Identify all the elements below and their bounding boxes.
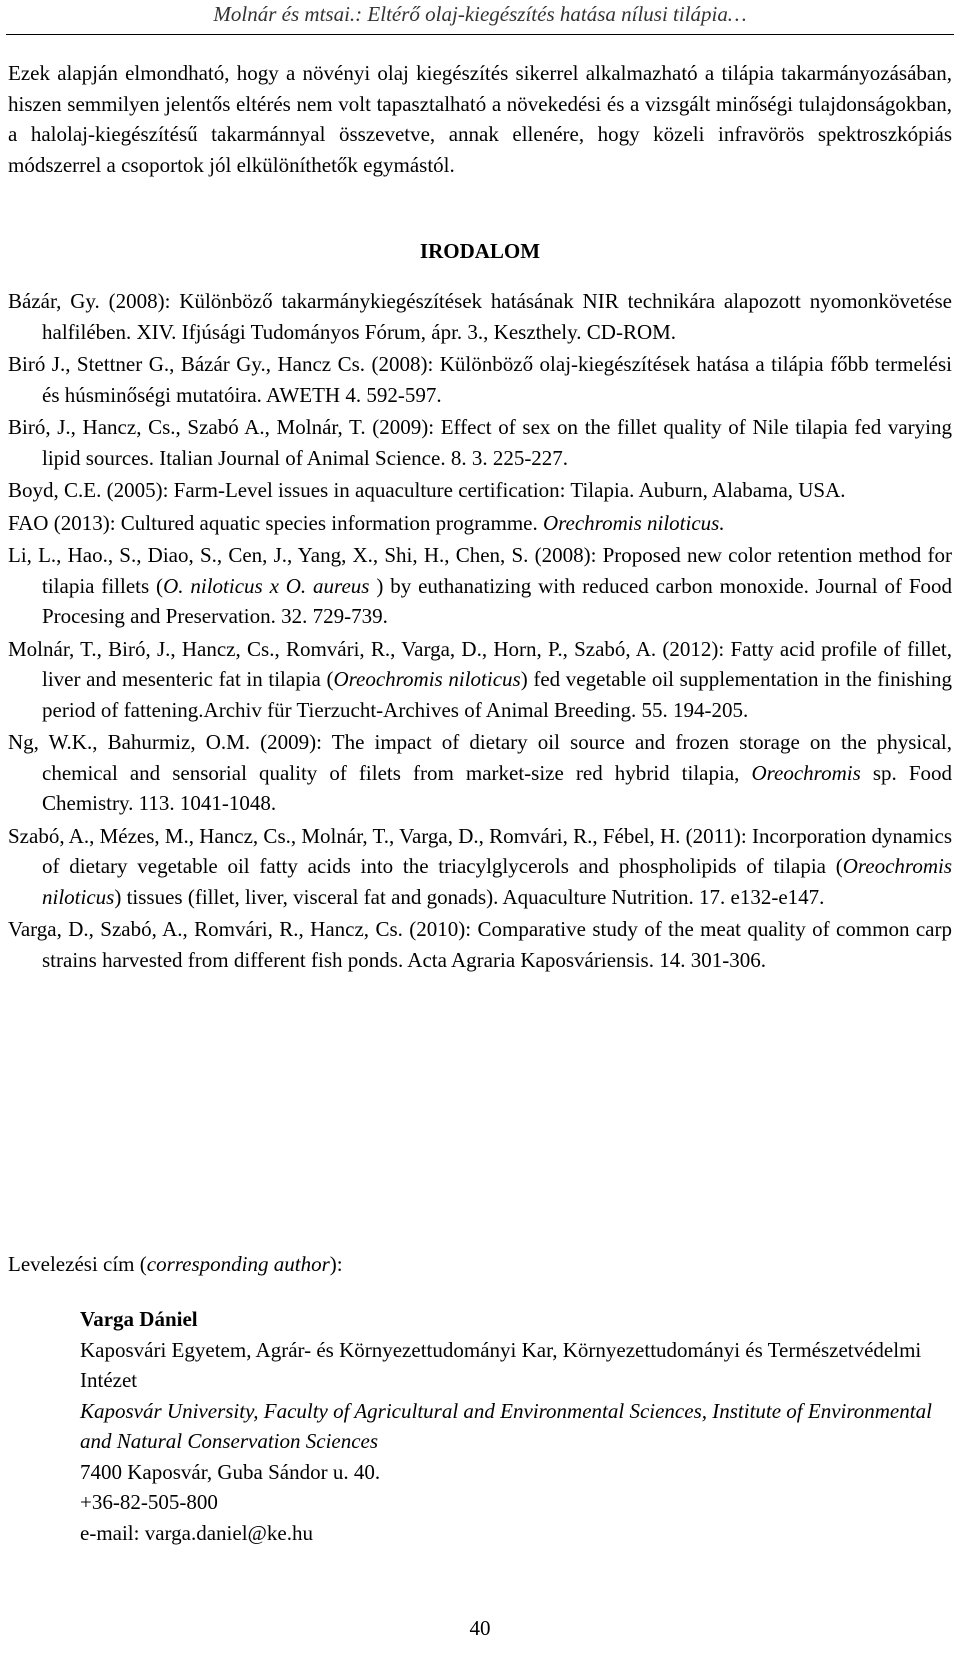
reference-text: FAO (2013): Cultured aquatic species information programme. — [8, 510, 543, 535]
label-italic-text: corresponding author — [146, 1252, 330, 1276]
reference-item — [8, 821, 952, 913]
label-text: ): — [329, 1252, 343, 1276]
reference-text: Biró, J., Hancz, Cs., Szabó A., Molnár, T. (2009): Effect of sex on the fillet quality of Nile tilapia fed varying lipid sources. Italian Journal of Animal Science. 8. 3. 225-227. — [8, 415, 952, 470]
species-name: Oreochromis niloticus — [333, 667, 521, 691]
species-name: O. niloticus x O. aureus — [163, 573, 370, 598]
reference-text: Szabó, A., Mézes, M., Hancz, Cs., Molnár, T., Varga, D., Romvári, R., Fébel, H. (2011): Incorporation dynamics of dietary vegetable oil fatty acids into the triacylglycerols and phospholipids of tilapia ( — [8, 823, 952, 878]
reference-item — [8, 634, 952, 726]
reference-item — [8, 286, 952, 347]
running-header: Molnár és mtsai.: Eltérő olaj-kiegészítés hatása nílusi tilápia… — [213, 2, 747, 26]
reference-item — [8, 508, 952, 539]
page-number: 40 — [469, 1616, 491, 1640]
phone-number: +36-82-505-800 — [80, 1490, 218, 1514]
corresponding-author-label — [8, 1252, 343, 1277]
corresponding-author-block — [80, 1304, 952, 1548]
species-name: Oreochromis niloticus — [42, 854, 952, 909]
reference-text: ) by euthanatizing with reduced carbon monoxide. Journal of Food Procesing and Preservation. 32. 729-739. — [42, 573, 953, 628]
species-name: Orechromis niloticus. — [542, 510, 725, 535]
reference-item — [8, 727, 952, 819]
postal-address: 7400 Kaposvár, Guba Sándor u. 40. — [80, 1459, 381, 1484]
affiliation-english: Kaposvár University, Faculty of Agricultural and Environmental Sciences, Institute of Environmental and Natural Conservation Sciences — [80, 1398, 932, 1453]
reference-text: sp. Food Chemistry. 113. 1041-1048. — [42, 760, 952, 815]
author-name: Varga Dániel — [80, 1307, 198, 1331]
species-name: Oreochromis — [751, 760, 861, 785]
references-list — [8, 286, 952, 977]
reference-item — [8, 412, 952, 473]
reference-text: Boyd, C.E. (2005): Farm-Level issues in aquaculture certification: Tilapia. Auburn, Alabama, USA. — [8, 478, 846, 502]
reference-item — [8, 914, 952, 975]
header-divider — [6, 34, 954, 35]
reference-text: Bázár, Gy. (2008): Különböző takarmánykiegészítések hatásának NIR technikára alapozott nyomonkövetése halfilében. XIV. Ifjúsági Tudományos Fórum, ápr. 3., Keszthely. CD-ROM. — [8, 289, 952, 344]
email-address: e-mail: varga.daniel@ke.hu — [80, 1520, 313, 1545]
reference-text: ) fed vegetable oil supplementation in the finishing period of fattening.Archiv für Tierzucht-Archives of Animal Breeding. 55. 194-205. — [42, 667, 952, 722]
reference-item — [8, 540, 952, 632]
reference-text: Li, L., Hao., S., Diao, S., Cen, J., Yang, X., Shi, H., Chen, S. (2008): Proposed new color retention method for tilapia fillets ( — [8, 543, 952, 598]
reference-text: ) tissues (fillet, liver, visceral fat and gonads). Aquaculture Nutrition. 17. e132-e147. — [114, 884, 825, 909]
reference-text: Varga, D., Szabó, A., Romvári, R., Hancz, Cs. (2010): Comparative study of the meat quality of common carp strains harvested from different fish ponds. Acta Agraria Kaposváriensis. 14. 301-306. — [8, 917, 952, 972]
reference-text: Ng, W.K., Bahurmiz, O.M. (2009): The impact of dietary oil source and frozen storage on the physical, chemical and sensorial quality of filets from market-size red hybrid tilapia, — [8, 730, 952, 785]
reference-item — [8, 349, 952, 410]
intro-paragraph: Ezek alapján elmondható, hogy a növényi olaj kiegészítés sikerrel alkalmazható a tilápia takarmányozásában, hiszen semmilyen jelentős eltérés nem volt tapasztalható a növekedési és a vizsgált minőségi tulajdonságokban, a halolaj-kiegészítésű takarmánnyal összevetve, annak ellenére, hogy közeli infravörös spektroszkópiás módszerrel a csoportok jól elkülöníthetők egymástól. — [8, 61, 952, 177]
affiliation-hungarian: Kaposvári Egyetem, Agrár- és Környezettudományi Kar, Környezettudományi és Természetvédelmi Intézet — [80, 1337, 922, 1392]
reference-text: Molnár, T., Biró, J., Hancz, Cs., Romvári, R., Varga, D., Horn, P., Szabó, A. (2012): Fatty acid profile of fillet, liver and mesenteric fat in tilapia ( — [8, 636, 952, 691]
label-text: Levelezési cím ( — [8, 1252, 147, 1276]
reference-item — [8, 475, 952, 506]
references-heading: IRODALOM — [419, 239, 541, 263]
reference-text: Biró J., Stettner G., Bázár Gy., Hancz Cs. (2008): Különböző olaj-kiegészítések hatása a tilápia főbb termelési és húsminőségi mutatóira. AWETH 4. 592-597. — [8, 352, 952, 407]
